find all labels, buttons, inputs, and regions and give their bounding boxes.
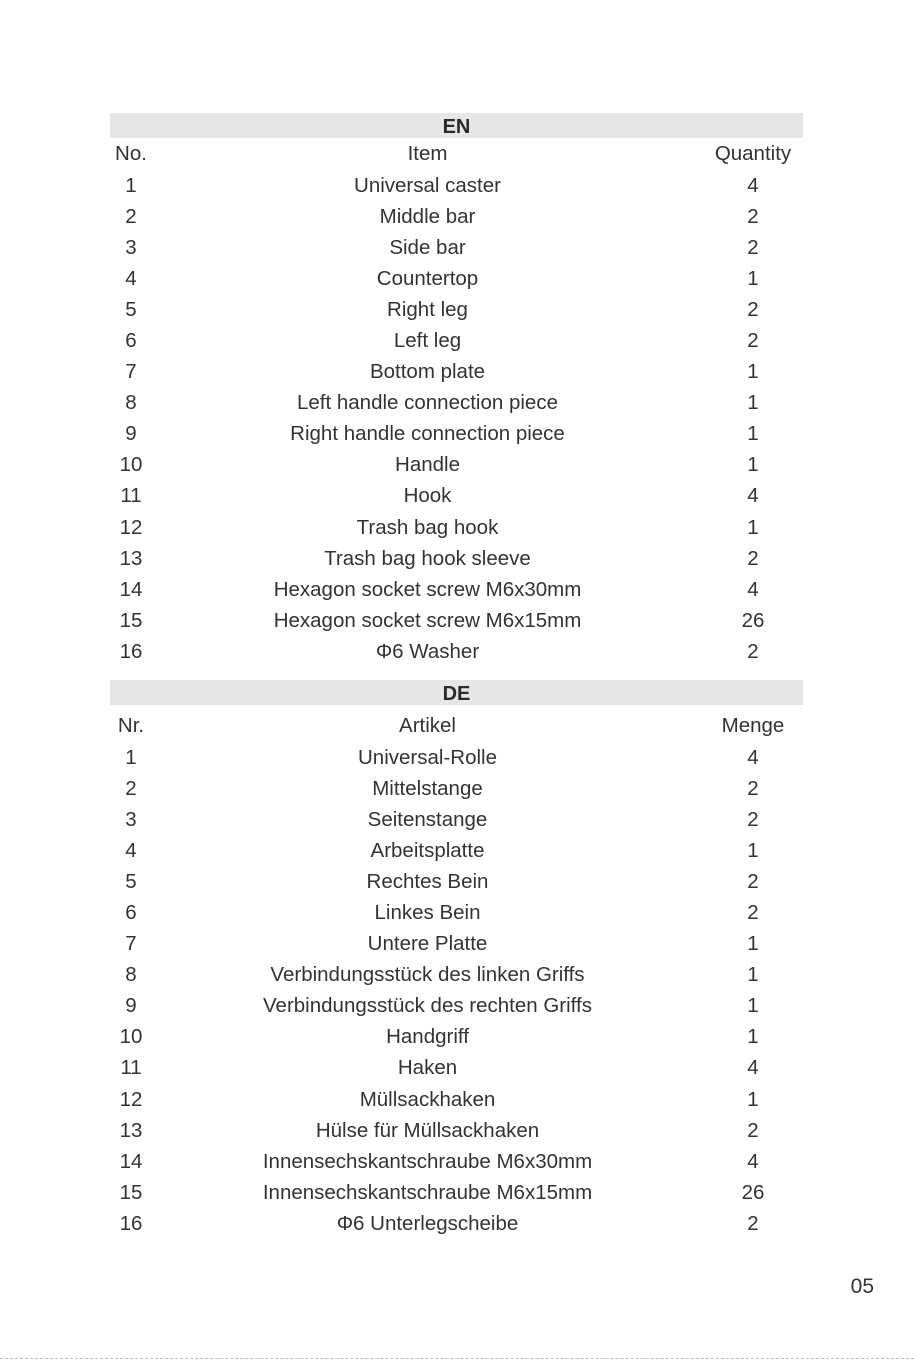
table-row: [110, 804, 803, 835]
row-number: 5: [125, 297, 137, 321]
row-item: Müllsackhaken: [359, 1087, 496, 1111]
row-quantity: 1: [747, 422, 759, 446]
table-row: [110, 543, 803, 574]
row-quantity: 1: [747, 963, 759, 987]
row-item: Bottom plate: [369, 360, 486, 384]
row-number: 3: [125, 235, 137, 259]
row-number: 6: [125, 901, 137, 925]
table-row: [110, 512, 803, 543]
column-header-row: [110, 710, 803, 742]
row-number: 13: [119, 546, 143, 570]
row-quantity: 2: [747, 869, 759, 893]
row-number: 7: [125, 360, 137, 384]
row-quantity: 1: [747, 994, 759, 1018]
row-item: Left handle connection piece: [296, 391, 558, 415]
section-header-en: EN: [110, 113, 803, 138]
table-row: [110, 170, 803, 201]
table-row: [110, 388, 803, 419]
row-item: Hexagon socket screw M6x15mm: [273, 608, 582, 632]
row-number: 6: [125, 329, 137, 353]
row-item: Arbeitsplatte: [370, 838, 485, 862]
row-item: Linkes Bein: [374, 901, 481, 925]
row-number: 15: [119, 1180, 143, 1204]
row-quantity: 4: [747, 484, 759, 508]
column-header-quantity: Quantity: [714, 142, 792, 165]
table-row: [110, 742, 803, 773]
row-quantity: 26: [741, 1180, 765, 1204]
table-row: [110, 929, 803, 960]
row-quantity: 2: [747, 329, 759, 353]
row-quantity: 2: [747, 639, 759, 663]
row-quantity: 1: [747, 360, 759, 384]
row-item: Hook: [403, 484, 452, 508]
row-quantity: 2: [747, 1211, 759, 1235]
row-quantity: 1: [747, 1025, 759, 1049]
table-body-en: [110, 170, 803, 668]
page-divider: [0, 1358, 914, 1359]
table-row: [110, 201, 803, 232]
row-item: Φ6 Washer: [375, 639, 480, 663]
row-number: 5: [125, 869, 137, 893]
row-quantity: 2: [747, 776, 759, 800]
column-header-row: [110, 138, 803, 170]
row-quantity: 2: [747, 297, 759, 321]
parts-table-de: [110, 680, 803, 1240]
row-item: Hexagon socket screw M6x30mm: [273, 577, 582, 601]
table-row: [110, 991, 803, 1022]
row-quantity: 4: [747, 577, 759, 601]
column-header-quantity: Menge: [721, 714, 785, 737]
table-row: [110, 835, 803, 866]
row-item: Middle bar: [379, 204, 476, 228]
row-quantity: 26: [741, 608, 765, 632]
row-number: 10: [119, 453, 143, 477]
row-quantity: 2: [747, 1118, 759, 1142]
table-row: [110, 897, 803, 928]
column-header-no: Nr.: [117, 714, 145, 737]
row-quantity: 1: [747, 932, 759, 956]
row-number: 2: [125, 204, 137, 228]
row-number: 8: [125, 963, 137, 987]
row-item: Verbindungsstück des linken Griffs: [270, 963, 585, 987]
row-number: 16: [119, 1211, 143, 1235]
row-quantity: 4: [747, 745, 759, 769]
row-item: Handgriff: [386, 1025, 469, 1049]
table-row: [110, 1115, 803, 1146]
row-item: Rechtes Bein: [366, 869, 489, 893]
row-quantity: 1: [747, 453, 759, 477]
row-item: Innensechskantschraube M6x15mm: [262, 1180, 593, 1204]
table-row: [110, 574, 803, 605]
row-number: 3: [125, 807, 137, 831]
row-item: Untere Platte: [367, 932, 488, 956]
column-header-item: Item: [407, 142, 448, 165]
row-item: Side bar: [389, 235, 466, 259]
row-number: 4: [125, 266, 137, 290]
row-item: Universal caster: [354, 173, 501, 197]
row-number: 10: [119, 1025, 143, 1049]
table-row: [110, 1146, 803, 1177]
column-header-item: Artikel: [399, 714, 456, 737]
row-number: 13: [119, 1118, 143, 1142]
row-item: Universal-Rolle: [358, 745, 497, 769]
page-number: 05: [850, 1275, 874, 1298]
row-quantity: 2: [747, 807, 759, 831]
table-row: [110, 1177, 803, 1208]
row-number: 4: [125, 838, 137, 862]
table-row: [110, 773, 803, 804]
table-row: [110, 866, 803, 897]
table-row: [110, 960, 803, 991]
row-quantity: 4: [747, 173, 759, 197]
row-quantity: 2: [747, 901, 759, 925]
row-number: 9: [125, 994, 137, 1018]
row-item: Countertop: [376, 266, 479, 290]
row-item: Verbindungsstück des rechten Griffs: [263, 994, 592, 1018]
row-item: Hülse für Müllsackhaken: [315, 1118, 540, 1142]
row-number: 9: [125, 422, 137, 446]
section-header-de: DE: [110, 680, 803, 705]
row-quantity: 2: [747, 235, 759, 259]
row-number: 7: [125, 932, 137, 956]
table-row: [110, 1208, 803, 1239]
row-number: 12: [119, 1087, 143, 1111]
row-quantity: 2: [747, 204, 759, 228]
column-header-no: No.: [115, 142, 147, 165]
table-row: [110, 294, 803, 325]
row-item: Haken: [397, 1056, 458, 1080]
table-row: [110, 263, 803, 294]
row-number: 11: [120, 1056, 142, 1080]
row-quantity: 1: [747, 838, 759, 862]
row-item: Innensechskantschraube M6x30mm: [262, 1149, 593, 1173]
row-number: 16: [119, 639, 143, 663]
row-number: 11: [120, 484, 142, 508]
row-number: 1: [125, 745, 137, 769]
row-item: Handle: [395, 453, 460, 477]
table-row: [110, 1084, 803, 1115]
table-row: [110, 481, 803, 512]
row-quantity: 4: [747, 1149, 759, 1173]
row-number: 1: [125, 173, 137, 197]
row-quantity: 4: [747, 1056, 759, 1080]
parts-table-en: [110, 113, 803, 668]
table-row: [110, 1053, 803, 1084]
row-item: Seitenstange: [367, 807, 488, 831]
row-quantity: 1: [747, 266, 759, 290]
table-row: [110, 325, 803, 356]
row-item: Φ6 Unterlegscheibe: [336, 1211, 519, 1235]
table-row: [110, 636, 803, 667]
row-quantity: 1: [747, 515, 759, 539]
row-item: Trash bag hook sleeve: [324, 546, 531, 570]
row-quantity: 1: [747, 1087, 759, 1111]
row-quantity: 1: [747, 391, 759, 415]
row-number: 15: [119, 608, 143, 632]
table-row: [110, 232, 803, 263]
row-item: Trash bag hook: [356, 515, 499, 539]
row-item: Right leg: [387, 297, 468, 321]
table-body-de: [110, 742, 803, 1240]
table-row: [110, 357, 803, 388]
row-number: 12: [119, 515, 143, 539]
row-number: 8: [125, 391, 137, 415]
table-row: [110, 1022, 803, 1053]
table-row: [110, 450, 803, 481]
row-number: 2: [125, 776, 137, 800]
row-number: 14: [119, 577, 143, 601]
row-item: Mittelstange: [372, 776, 483, 800]
table-row: [110, 605, 803, 636]
row-quantity: 2: [747, 546, 759, 570]
row-item: Left leg: [393, 329, 462, 353]
row-item: Right handle connection piece: [290, 422, 565, 446]
row-number: 14: [119, 1149, 143, 1173]
table-row: [110, 419, 803, 450]
